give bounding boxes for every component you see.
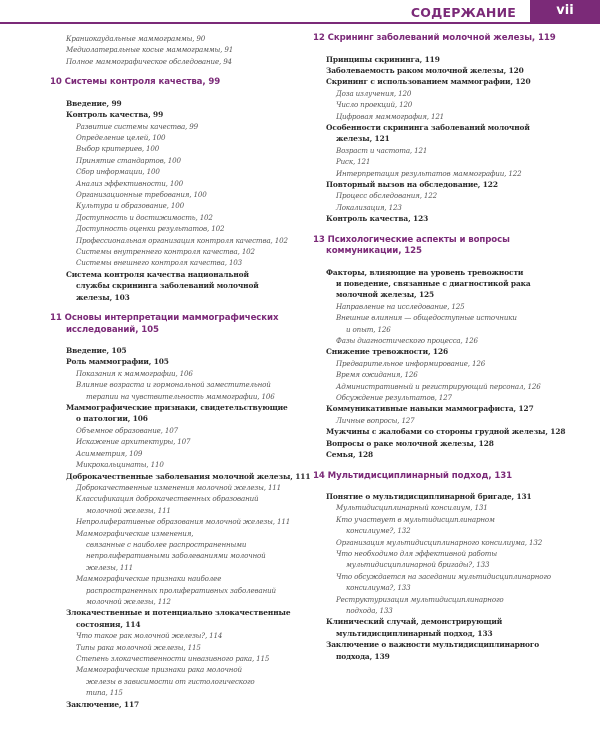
toc-subentry: Выбор критериев, 100 [76, 144, 160, 154]
section-gap [313, 225, 581, 235]
toc-subentry: Доброкачественные изменения молочной железы, 111 [76, 482, 282, 492]
toc-entry: Снижение тревожности, 126 [326, 347, 449, 357]
section-gap [50, 336, 302, 345]
toc-subentry: Культура и образование, 100 [76, 201, 184, 211]
toc-subentry: Направление на исследование, 125 [336, 301, 465, 311]
toc-subentry: типа, 115 [86, 688, 123, 698]
toc-subentry: Организация мультидисциплинарного консилиума, 132 [336, 537, 543, 547]
toc-subentry: подхода, 133 [346, 606, 393, 616]
toc-subentry: Развитие системы качества, 99 [76, 121, 198, 131]
section-gap [50, 303, 302, 313]
toc-entry: молочной железы, 125 [336, 290, 435, 300]
toc-subentry: Административный и регистрирующий персонал, 126 [336, 381, 541, 391]
toc-entry: Скрининг с использованием маммографии, 120 [326, 77, 531, 87]
toc-entry: Заболеваемость раком молочной железы, 120 [326, 65, 524, 75]
toc-entry: Особенности скрининга заболеваний молочной [326, 122, 530, 132]
chapter-heading: 14 Мультидисциплинарный подход, 131 [313, 470, 513, 481]
chapter-heading: 10 Системы контроля качества, 99 [50, 77, 221, 88]
toc-entry: Принципы скрининга, 119 [326, 54, 440, 64]
chapter-heading: коммуникации, 125 [326, 246, 422, 257]
toc-subentry: Что обсуждается на заседании мультидисциплинарного [336, 571, 551, 581]
toc-subentry: и опыт, 126 [346, 324, 391, 334]
toc-entry: Введение, 99 [66, 98, 122, 108]
toc-subentry: Интерпретация результатов маммографии, 122 [336, 168, 522, 178]
section-gap [313, 482, 581, 491]
toc-subentry: Полное маммографическое обследование, 94 [66, 56, 232, 66]
toc-subentry: Доступность оценки результатов, 102 [76, 224, 225, 234]
toc-entry: Доброкачественные заболевания молочной железы, 111 [66, 471, 311, 481]
toc-subentry: мультидисциплинарной бригады?, 133 [346, 560, 490, 570]
toc-subentry: консилиуме?, 132 [346, 526, 411, 536]
toc-subentry: Кто участвует в мультидисциплинарном [336, 514, 495, 524]
toc-subentry: Внешние влияния — общедоступные источники [336, 313, 517, 323]
chapter-heading: исследований, 105 [66, 324, 159, 335]
toc-entry: Повторный вызов на обследование, 122 [326, 179, 498, 189]
toc-subentry: Локализация, 123 [336, 202, 402, 212]
toc-entry: железы, 103 [76, 292, 130, 302]
toc-subentry: молочной железы, 112 [86, 596, 171, 606]
toc-right-column [313, 33, 581, 662]
toc-subentry: связанные с наиболее распространенными [86, 539, 247, 549]
toc-subentry: Возраст и частота, 121 [336, 145, 428, 155]
toc-subentry: Степень злокачественности инвазивного рака, 115 [76, 654, 270, 663]
section-gap [313, 258, 581, 267]
toc-subentry: Классификация доброкачественных образований [76, 494, 259, 504]
toc-entry: Заключение о важности мультидисциплинарного [326, 640, 540, 650]
header-title: СОДЕРЖАНИЕ [410, 5, 516, 20]
toc-subentry: Доза излучения, 120 [336, 88, 412, 98]
toc-entry: Злокачественные и потенциально злокачественные [66, 608, 291, 618]
toc-subentry: Доступность и достижимость, 102 [76, 212, 213, 222]
toc-subentry: Анализ эффективности, 100 [76, 178, 183, 188]
toc-left-column [50, 33, 311, 710]
toc-entry: Понятие о мультидисциплинарной бригаде, 131 [326, 492, 532, 501]
toc-entry: службы скрининга заболеваний молочной [76, 281, 259, 291]
toc-subentry: Асимметрия, 109 [76, 448, 143, 458]
chapter-heading: 12 Скрининг заболеваний молочной железы, 119 [313, 33, 556, 43]
toc-subentry: Риск, 121 [336, 157, 371, 167]
toc-subentry: Предварительное информирование, 126 [336, 358, 486, 368]
toc-subentry: консилиума?, 133 [346, 583, 411, 593]
toc-subentry: Число проекций, 120 [336, 100, 413, 110]
section-gap [313, 461, 581, 471]
section-gap [50, 67, 302, 77]
toc-subentry: непролиферативными заболеваниями молочной [86, 551, 266, 561]
toc-subentry: Микрокальцинаты, 110 [76, 460, 164, 470]
toc-subentry: Что необходимо для эффективной работы [336, 549, 497, 559]
toc-subentry: Искажение архитектуры, 107 [76, 437, 191, 447]
toc-subentry: Медиолатеральные косые маммограммы, 91 [66, 45, 234, 55]
toc-subentry: Сбор информации, 100 [76, 167, 160, 177]
toc-subentry: Непролиферативные образования молочной железы, 111 [76, 517, 291, 527]
toc-subentry: Цифровая маммография, 121 [336, 111, 445, 121]
toc-subentry: Показания к маммографии, 106 [76, 368, 193, 378]
toc-subentry: Системы внутреннего контроля качества, 102 [76, 247, 255, 256]
toc-entry: мультидисциплинарный подход, 133 [336, 628, 493, 638]
chapter-heading: 11 Основы интерпретации маммографических [50, 313, 279, 324]
toc-entry: Клинический случай, демонстрирующий [326, 617, 503, 627]
page-number-tab: vii [530, 0, 600, 24]
toc-subentry: Фазы диагностического процесса, 126 [336, 336, 478, 346]
toc-subentry: Влияние возраста и гормональной заместительной [76, 380, 271, 390]
toc-subentry: Профессиональная организация контроля качества, 102 [76, 235, 288, 245]
toc-entry: подхода, 139 [336, 651, 390, 661]
toc-subentry: Процесс обследования, 122 [336, 191, 437, 201]
toc-subentry: Организационные требования, 100 [76, 189, 207, 199]
toc-subentry: Мультидисциплинарный консилиум, 131 [336, 503, 488, 513]
toc-entry: Введение, 105 [66, 346, 127, 356]
toc-subentry: железы в зависимости от гистологического [86, 676, 255, 686]
toc-subentry: Определение целей, 100 [76, 132, 166, 142]
toc-subentry: Обсуждение результатов, 127 [336, 393, 452, 403]
header-bar [0, 0, 600, 24]
toc-subentry: молочной железы, 111 [86, 505, 171, 515]
toc-subentry: Личные вопросы, 127 [336, 415, 415, 425]
section-gap [313, 45, 581, 54]
toc-subentry: Маммографические признаки наиболее [76, 574, 222, 584]
toc-subentry: Что такое рак молочной железы?, 114 [76, 631, 223, 641]
toc-entry: Система контроля качества национальной [66, 269, 249, 279]
toc-subentry: Краниокаудальные маммограммы, 90 [66, 34, 206, 43]
toc-subentry: Маммографические признаки рака молочной [76, 665, 242, 675]
toc-entry: Контроль качества, 123 [326, 214, 429, 224]
toc-subentry: Принятие стандартов, 100 [76, 155, 181, 165]
toc-entry: Мужчины с жалобами со стороны грудной железы, 128 [326, 427, 566, 437]
toc-entry: о патологии, 106 [76, 414, 148, 424]
toc-entry: железы, 121 [336, 134, 390, 144]
toc-subentry: Реструктуризация мультидисциплинарного [336, 594, 504, 604]
toc-subentry: Системы внешнего контроля качества, 103 [76, 258, 243, 268]
toc-subentry: железы, 111 [86, 562, 134, 572]
toc-entry: Коммуникативные навыки маммографиста, 127 [326, 404, 534, 414]
toc-entry: и поведение, связанные с диагностикой рака [336, 279, 531, 288]
toc-entry: Заключение, 117 [66, 699, 140, 709]
toc-subentry: терапии на чувствительность маммографии, 106 [86, 391, 275, 401]
toc-entry: Контроль качества, 99 [66, 110, 164, 120]
chapter-heading: 13 Психологические аспекты и вопросы [313, 234, 510, 245]
toc-subentry: Типы рака молочной железы, 115 [76, 642, 201, 652]
toc-subentry: Маммографические изменения, [76, 528, 194, 538]
toc-entry: Роль маммографии, 105 [66, 357, 169, 367]
toc-subentry: Объемное образование, 107 [76, 425, 178, 435]
toc-entry: Маммографические признаки, свидетельствующие [66, 403, 288, 413]
toc-subentry: Время ожидания, 126 [336, 370, 418, 380]
toc-entry: состояния, 114 [76, 619, 141, 629]
toc-subentry: распространенных пролиферативных заболеваний [86, 585, 276, 595]
section-gap [50, 89, 302, 98]
toc-entry: Семья, 128 [326, 450, 374, 460]
toc-entry: Вопросы о раке молочной железы, 128 [326, 438, 494, 448]
toc-entry: Факторы, влияющие на уровень тревожности [326, 267, 524, 277]
